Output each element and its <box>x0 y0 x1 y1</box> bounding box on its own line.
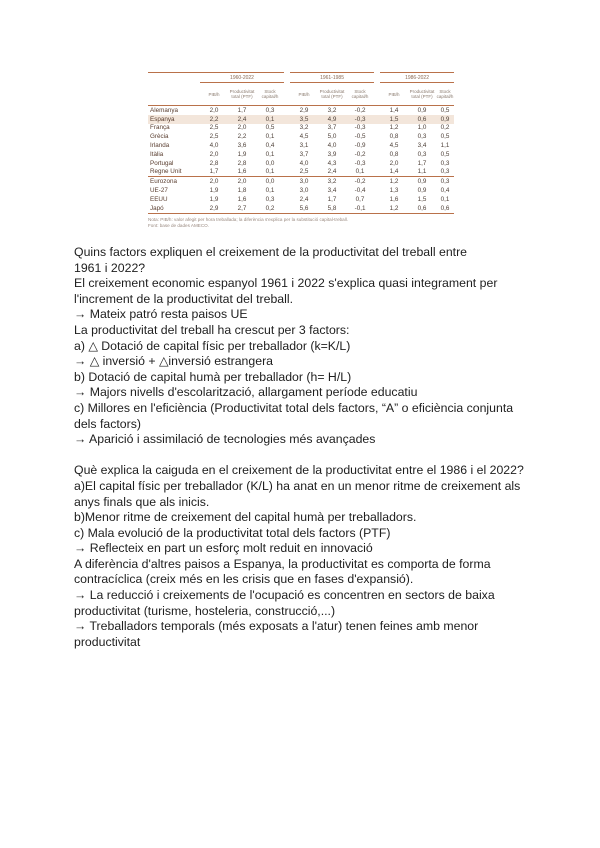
value-cell: 1,3 <box>389 187 399 195</box>
country-cell: Regne Unit <box>150 168 182 176</box>
value-cell: 0,0 <box>265 159 275 167</box>
value-cell: 3,4 <box>417 142 427 150</box>
table-row <box>148 141 454 150</box>
value-cell: 2,0 <box>237 124 247 132</box>
question-2: Què explica la caiguda en el creixement de la productivitat entre el 1986 i el 2022? <box>74 463 524 478</box>
value-cell: 1,4 <box>389 106 399 114</box>
blank-line <box>74 448 530 464</box>
value-cell: 1,7 <box>417 159 427 167</box>
col-header: PIB/h <box>200 83 228 106</box>
list-item: c) Millores en l'eficiència (Productivitat total dels factors, “A” o eficiència conjunta <box>74 400 514 415</box>
period-header: 1986-2022 <box>380 73 454 83</box>
note-text: Nota: PIB/h: valor afegit per hora treballada; la diferència s'explica per la substitució capital-treball. <box>148 216 349 222</box>
value-cell: 0,8 <box>389 150 399 158</box>
value-cell: 3,2 <box>327 106 337 114</box>
col-header: Stock capital/h <box>346 83 374 106</box>
value-cell: 2,0 <box>200 177 228 186</box>
col-header: PIB/h <box>380 83 408 106</box>
value-cell: 2,4 <box>327 168 337 176</box>
value-cell: 3,9 <box>327 150 337 158</box>
value-cell: 0,3 <box>440 168 450 176</box>
value-cell: 0,3 <box>417 133 427 141</box>
value-cell: 5,0 <box>327 133 337 141</box>
value-cell: 2,4 <box>299 195 309 203</box>
value-cell: 3,2 <box>318 177 346 186</box>
value-cell: 0,6 <box>408 204 436 213</box>
list-item: a)El capital físic per treballador (K/L) ha anat en un menor ritme de creixement als <box>74 478 521 493</box>
value-cell: -0,1 <box>346 204 374 213</box>
value-cell: 2,8 <box>237 159 247 167</box>
value-cell: -0,4 <box>354 187 366 195</box>
value-cell: 4,9 <box>318 115 346 124</box>
value-cell: 0,9 <box>408 177 436 186</box>
value-cell: 2,0 <box>228 177 256 186</box>
value-cell: 4,0 <box>209 142 219 150</box>
value-cell: -0,2 <box>354 150 366 158</box>
table-row <box>148 204 454 213</box>
table-row <box>148 124 454 133</box>
value-cell: 0,5 <box>265 124 275 132</box>
country-cell: Irlanda <box>150 142 170 150</box>
arrow-point: → Mateix patró resta paisos UE <box>74 307 248 322</box>
value-cell: -0,3 <box>346 115 374 124</box>
value-cell: 0,7 <box>355 195 365 203</box>
value-cell: 1,5 <box>380 115 408 124</box>
value-cell: 2,5 <box>299 168 309 176</box>
value-cell: 2,2 <box>237 133 247 141</box>
country-cell: EEUU <box>150 195 168 203</box>
value-cell: 4,5 <box>389 142 399 150</box>
value-cell: -0,3 <box>354 124 366 132</box>
country-cell: UE-27 <box>150 187 168 195</box>
value-cell: 3,2 <box>299 124 309 132</box>
table-row <box>148 177 454 186</box>
value-cell: 1,6 <box>389 195 399 203</box>
value-cell: 1,6 <box>237 168 247 176</box>
country-cell: Espanya <box>148 115 200 124</box>
value-cell: 2,5 <box>209 133 219 141</box>
value-cell: -0,2 <box>346 177 374 186</box>
value-cell: 4,0 <box>327 142 337 150</box>
value-cell: 4,5 <box>299 133 309 141</box>
value-cell: 3,0 <box>290 177 318 186</box>
table-body <box>148 106 454 214</box>
value-cell: 0,1 <box>256 115 284 124</box>
value-cell: 1,8 <box>237 187 247 195</box>
table-row <box>148 186 454 195</box>
value-cell: 1,7 <box>209 168 219 176</box>
value-cell: 0,3 <box>265 106 275 114</box>
growth-accounting-table-figure <box>148 72 454 229</box>
arrow-point-cont: productivitat (turisme, hosteleria, construcció,...) <box>74 603 336 618</box>
value-cell: 3,1 <box>299 142 309 150</box>
value-cell: 0,1 <box>265 133 275 141</box>
value-cell: 0,3 <box>440 159 450 167</box>
value-cell: 2,0 <box>209 106 219 114</box>
value-cell: 1,5 <box>417 195 427 203</box>
value-cell: 2,9 <box>200 204 228 213</box>
arrow-point: → Majors nivells d'escolarització, allargament període educatiu <box>74 385 418 400</box>
paragraph: La productivitat del treball ha crescut per 3 factors: <box>74 322 350 337</box>
table-row <box>148 106 454 115</box>
list-item: b)Menor ritme de creixement del capital humà per treballadors. <box>74 510 417 525</box>
col-header: Stock capital/h <box>256 83 284 106</box>
value-cell: 4,0 <box>299 159 309 167</box>
col-header: Productivitat total (PTF) <box>228 83 256 106</box>
value-cell: 2,0 <box>209 150 219 158</box>
value-cell: 3,7 <box>299 150 309 158</box>
value-cell: 2,8 <box>209 159 219 167</box>
value-cell: -0,2 <box>354 106 366 114</box>
value-cell: 0,8 <box>389 133 399 141</box>
country-cell: Alemanya <box>150 106 179 114</box>
country-cell: Grècia <box>150 133 169 141</box>
value-cell: 1,1 <box>440 142 450 150</box>
list-item: b) Dotació de capital humà per treballador (h= H/L) <box>74 369 352 384</box>
value-cell: 0,6 <box>436 204 454 213</box>
value-cell: 0,1 <box>265 168 275 176</box>
arrow-point: → La reducció i creixements de l'ocupació es concentren en sectors de baixa <box>74 588 495 603</box>
value-cell: 0,5 <box>440 133 450 141</box>
value-cell: 0,3 <box>436 177 454 186</box>
value-cell: 0,1 <box>265 150 275 158</box>
value-cell: 3,7 <box>327 124 337 132</box>
value-cell: 3,5 <box>290 115 318 124</box>
value-cell: 2,9 <box>299 106 309 114</box>
source-text: Font: base de dades AMECO. <box>148 222 210 228</box>
value-cell: 3,6 <box>237 142 247 150</box>
value-cell: 0,1 <box>265 187 275 195</box>
value-cell: 0,5 <box>440 150 450 158</box>
value-cell: 2,5 <box>209 124 219 132</box>
value-cell: 0,5 <box>440 106 450 114</box>
value-cell: 1,6 <box>237 195 247 203</box>
table-note <box>148 217 448 229</box>
value-cell: 1,9 <box>237 150 247 158</box>
value-cell: 1,7 <box>237 106 247 114</box>
list-item: c) Mala evolució de la productivitat total dels factors (PTF) <box>74 525 391 540</box>
paragraph: contracíclica (creix més en les crisis que en fases d'expansió). <box>74 572 414 587</box>
question-1-cont: 1961 i 2022? <box>74 260 146 275</box>
value-cell: 0,3 <box>265 195 275 203</box>
list-item: a) △ Dotació de capital físic per treballador (k=K/L) <box>74 338 351 353</box>
question-1: Quins factors expliquen el creixement de la productivitat del treball entre <box>74 245 468 259</box>
value-cell: 0,9 <box>417 187 427 195</box>
arrow-point: → Reflecteix en part un esforç molt reduit en innovació <box>74 541 373 556</box>
value-cell: 1,9 <box>209 187 219 195</box>
value-cell: 5,8 <box>318 204 346 213</box>
country-cell: Itàlia <box>150 150 164 158</box>
table-row <box>148 195 454 204</box>
value-cell: 2,0 <box>389 159 399 167</box>
paragraph: El creixement economic espanyol 1961 i 2022 s'explica quasi integrament per <box>74 276 498 291</box>
value-cell: 0,3 <box>417 150 427 158</box>
value-cell: 0,6 <box>408 115 436 124</box>
value-cell: 5,6 <box>290 204 318 213</box>
value-cell: 1,4 <box>389 168 399 176</box>
value-cell: 0,4 <box>265 142 275 150</box>
value-cell: 0,1 <box>355 168 365 176</box>
value-cell: 0,2 <box>256 204 284 213</box>
period-header: 1961-1985 <box>290 73 374 83</box>
value-cell: 3,0 <box>299 187 309 195</box>
paragraph: A diferència d'altres paisos a Espanya, la productivitat es comporta de forma <box>74 556 491 571</box>
value-cell: -0,9 <box>354 142 366 150</box>
value-cell: 0,2 <box>440 124 450 132</box>
country-cell: Eurozona <box>148 177 200 186</box>
period-header: 1960-2022 <box>200 73 284 83</box>
value-cell: 0,4 <box>440 187 450 195</box>
value-cell: 1,7 <box>327 195 337 203</box>
value-cell: -0,3 <box>354 159 366 167</box>
table-row <box>148 115 454 124</box>
arrow-point: → Treballadors temporals (més exposats a l'atur) tenen feines amb menor <box>74 619 479 634</box>
col-header: Stock capital/h <box>436 83 454 106</box>
value-cell: 1,9 <box>209 195 219 203</box>
productivity-table <box>148 72 454 214</box>
value-cell: 2,7 <box>228 204 256 213</box>
arrow-point: → △ inversió + △inversió estrangera <box>74 354 274 369</box>
value-cell: 2,2 <box>200 115 228 124</box>
country-cell: Portugal <box>150 159 174 167</box>
table-row <box>148 132 454 141</box>
list-item-cont: dels factors) <box>74 416 141 431</box>
value-cell: 0,1 <box>440 195 450 203</box>
arrow-point-cont: productivitat <box>74 634 141 649</box>
value-cell: -0,5 <box>354 133 366 141</box>
country-cell: França <box>150 124 170 132</box>
value-cell: 2,4 <box>228 115 256 124</box>
notes-body <box>74 245 530 650</box>
value-cell: 0,0 <box>256 177 284 186</box>
col-header: PIB/h <box>290 83 318 106</box>
col-header: Productivitat total (PTF) <box>318 83 346 106</box>
paragraph: l'increment de la productivitat del treball. <box>74 291 294 306</box>
value-cell: 3,4 <box>327 187 337 195</box>
value-cell: 1,2 <box>380 204 408 213</box>
value-cell: 1,0 <box>417 124 427 132</box>
value-cell: 1,1 <box>417 168 427 176</box>
table-row <box>148 159 454 168</box>
country-cell: Japó <box>148 204 200 213</box>
list-item-cont: anys finals que als inicis. <box>74 494 210 509</box>
arrow-point: → Aparició i assimilació de tecnologies més avançades <box>74 432 376 447</box>
value-cell: 1,2 <box>380 177 408 186</box>
table-row <box>148 168 454 177</box>
value-cell: 1,2 <box>389 124 399 132</box>
value-cell: 0,9 <box>417 106 427 114</box>
col-header: Productivitat total (PTF) <box>408 83 436 106</box>
value-cell: 4,3 <box>327 159 337 167</box>
value-cell: 0,9 <box>436 115 454 124</box>
table-row <box>148 150 454 159</box>
